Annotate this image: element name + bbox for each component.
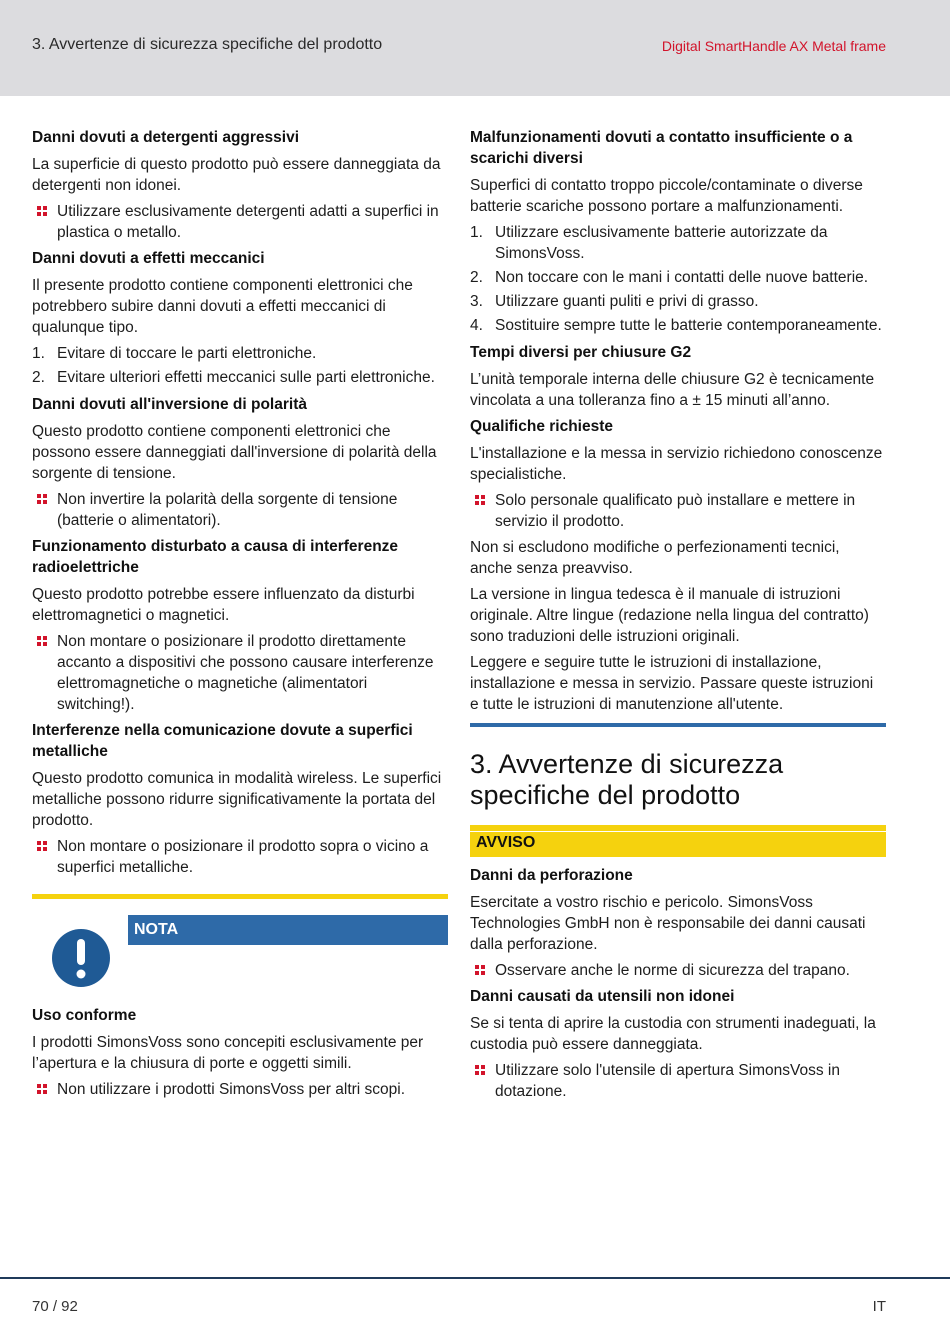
paragraph: I prodotti SimonsVoss sono concepiti esclusivamente per l’apertura e la chiusura di porte e oggetti simili.	[32, 1034, 424, 1072]
paragraph: Questo prodotto comunica in modalità wireless. Le superfici metalliche possono ridurre significativamente la portata del prodotto.	[32, 770, 442, 829]
header-chapter-title: 3. Avvertenze di sicurezza specifiche del prodotto	[32, 36, 383, 53]
numbered-item: 2. Evitare ulteriori effetti meccanici sulle parti elettroniche.	[32, 369, 435, 386]
paragraph: L'installazione e la messa in servizio richiedono conoscenze specialistiche.	[470, 445, 883, 483]
bullet-item: Utilizzare esclusivamente detergenti adatti a superfici in plastica o metallo.	[32, 201, 448, 243]
bullet-icon	[37, 636, 48, 647]
bullet-item: Non montare o posizionare il prodotto sopra o vicino a superfici metalliche.	[32, 836, 448, 878]
section-heading: Danni dovuti all'inversione di polarità	[32, 396, 307, 413]
bullet-item: Utilizzare solo l'utensile di apertura SimonsVoss in dotazione.	[470, 1060, 886, 1102]
bullet-item: Solo personale qualificato può installare e mettere in servizio il prodotto.	[470, 490, 886, 532]
left-column	[32, 127, 448, 1105]
bullet-icon	[37, 206, 48, 217]
section-heading: Danni dovuti a detergenti aggressivi	[32, 129, 300, 146]
paragraph: La superficie di questo prodotto può essere danneggiata da detergenti non idonei.	[32, 156, 441, 194]
chapter-heading: 3. Avvertenze di sicurezza specifiche del prodotto	[470, 749, 784, 810]
bullet-icon	[37, 494, 48, 505]
divider	[470, 723, 886, 727]
section-heading: Danni causati da utensili non idonei	[470, 988, 735, 1005]
paragraph: L’unità temporale interna delle chiusure G2 è tecnicamente vincolata a una tolleranza fino a ± 15 minuti all’anno.	[470, 371, 875, 409]
section-heading: Funzionamento disturbato a causa di interferenze radioelettriche	[32, 538, 399, 576]
bullet-icon	[475, 1065, 486, 1076]
numbered-item: 3. Utilizzare guanti puliti e privi di grasso.	[470, 293, 759, 310]
paragraph: Non si escludono modifiche o perfezionamenti tecnici, anche senza preavviso.	[470, 539, 840, 577]
numbered-item: 2. Non toccare con le mani i contatti delle nuove batterie.	[470, 269, 869, 286]
bullet-item: Non invertire la polarità della sorgente di tensione (batterie o alimentatori).	[32, 489, 448, 531]
nota-box	[32, 915, 448, 1003]
section-heading: Tempi diversi per chiusure G2	[470, 344, 692, 361]
paragraph: Se si tenta di aprire la custodia con strumenti inadeguati, la custodia può essere danneggiata.	[470, 1015, 876, 1053]
page-header	[0, 0, 950, 96]
paragraph: La versione in lingua tedesca è il manuale di istruzioni originale. Altre lingue (redazione nella lingua del contratto) sono traduzioni delle istruzioni originali.	[470, 586, 869, 645]
bullet-item: Non utilizzare i prodotti SimonsVoss per altri scopi.	[32, 1079, 448, 1100]
numbered-item: 1. Utilizzare esclusivamente batterie autorizzate da SimonsVoss.	[470, 224, 828, 262]
page-number: 70 / 92	[32, 1298, 78, 1315]
footer-divider	[0, 1277, 950, 1279]
bullet-icon	[475, 965, 486, 976]
avviso-label: AVVISO	[470, 825, 886, 857]
divider	[32, 894, 448, 899]
numbered-item: 4. Sostituire sempre tutte le batterie contemporaneamente.	[470, 317, 882, 334]
bullet-icon	[37, 1084, 48, 1095]
section-heading: Danni da perforazione	[470, 867, 633, 884]
right-column	[470, 127, 886, 1107]
bullet-icon	[475, 495, 486, 506]
header-product-name: Digital SmartHandle AX Metal frame	[661, 38, 886, 54]
bullet-icon	[37, 841, 48, 852]
paragraph: Questo prodotto potrebbe essere influenzato da disturbi elettromagnetici o magnetici.	[32, 586, 415, 624]
nota-label: NOTA	[128, 915, 448, 945]
paragraph: Leggere e seguire tutte le istruzioni di installazione, installazione e messa in servizio. Passare queste istruzioni e tutte le istruzioni di manutenzione all'utente.	[470, 654, 874, 713]
paragraph: Questo prodotto contiene componenti elettronici che possono essere danneggiati dall'inversione di polarità della sorgente di tensione.	[32, 423, 437, 482]
bullet-item: Non montare o posizionare il prodotto direttamente accanto a dispositivi che possono causare interferenze elettromagnetiche o magnetiche (alimentatori switching!).	[32, 631, 448, 715]
paragraph: Esercitate a vostro rischio e pericolo. SimonsVoss Technologies GmbH non è responsabile dei danni causati dalla perforazione.	[470, 894, 866, 953]
section-heading: Interferenze nella comunicazione dovute a superfici metalliche	[32, 722, 413, 760]
section-heading: Malfunzionamenti dovuti a contatto insufficiente o a scarichi diversi	[470, 129, 853, 167]
section-heading: Qualifiche richieste	[470, 418, 613, 435]
paragraph: Il presente prodotto contiene componenti elettronici che potrebbero subire danni dovuti a effetti meccanici di qualunque tipo.	[32, 277, 413, 336]
numbered-item: 1. Evitare di toccare le parti elettroniche.	[32, 345, 317, 362]
bullet-item: Osservare anche le norme di sicurezza del trapano.	[470, 960, 886, 981]
language-code: IT	[872, 1298, 886, 1315]
exclamation-icon	[52, 929, 110, 987]
section-heading: Danni dovuti a effetti meccanici	[32, 250, 265, 267]
section-heading: Uso conforme	[32, 1007, 137, 1024]
paragraph: Superfici di contatto troppo piccole/contaminate o diverse batterie scariche possono portare a malfunzionamenti.	[470, 177, 863, 215]
